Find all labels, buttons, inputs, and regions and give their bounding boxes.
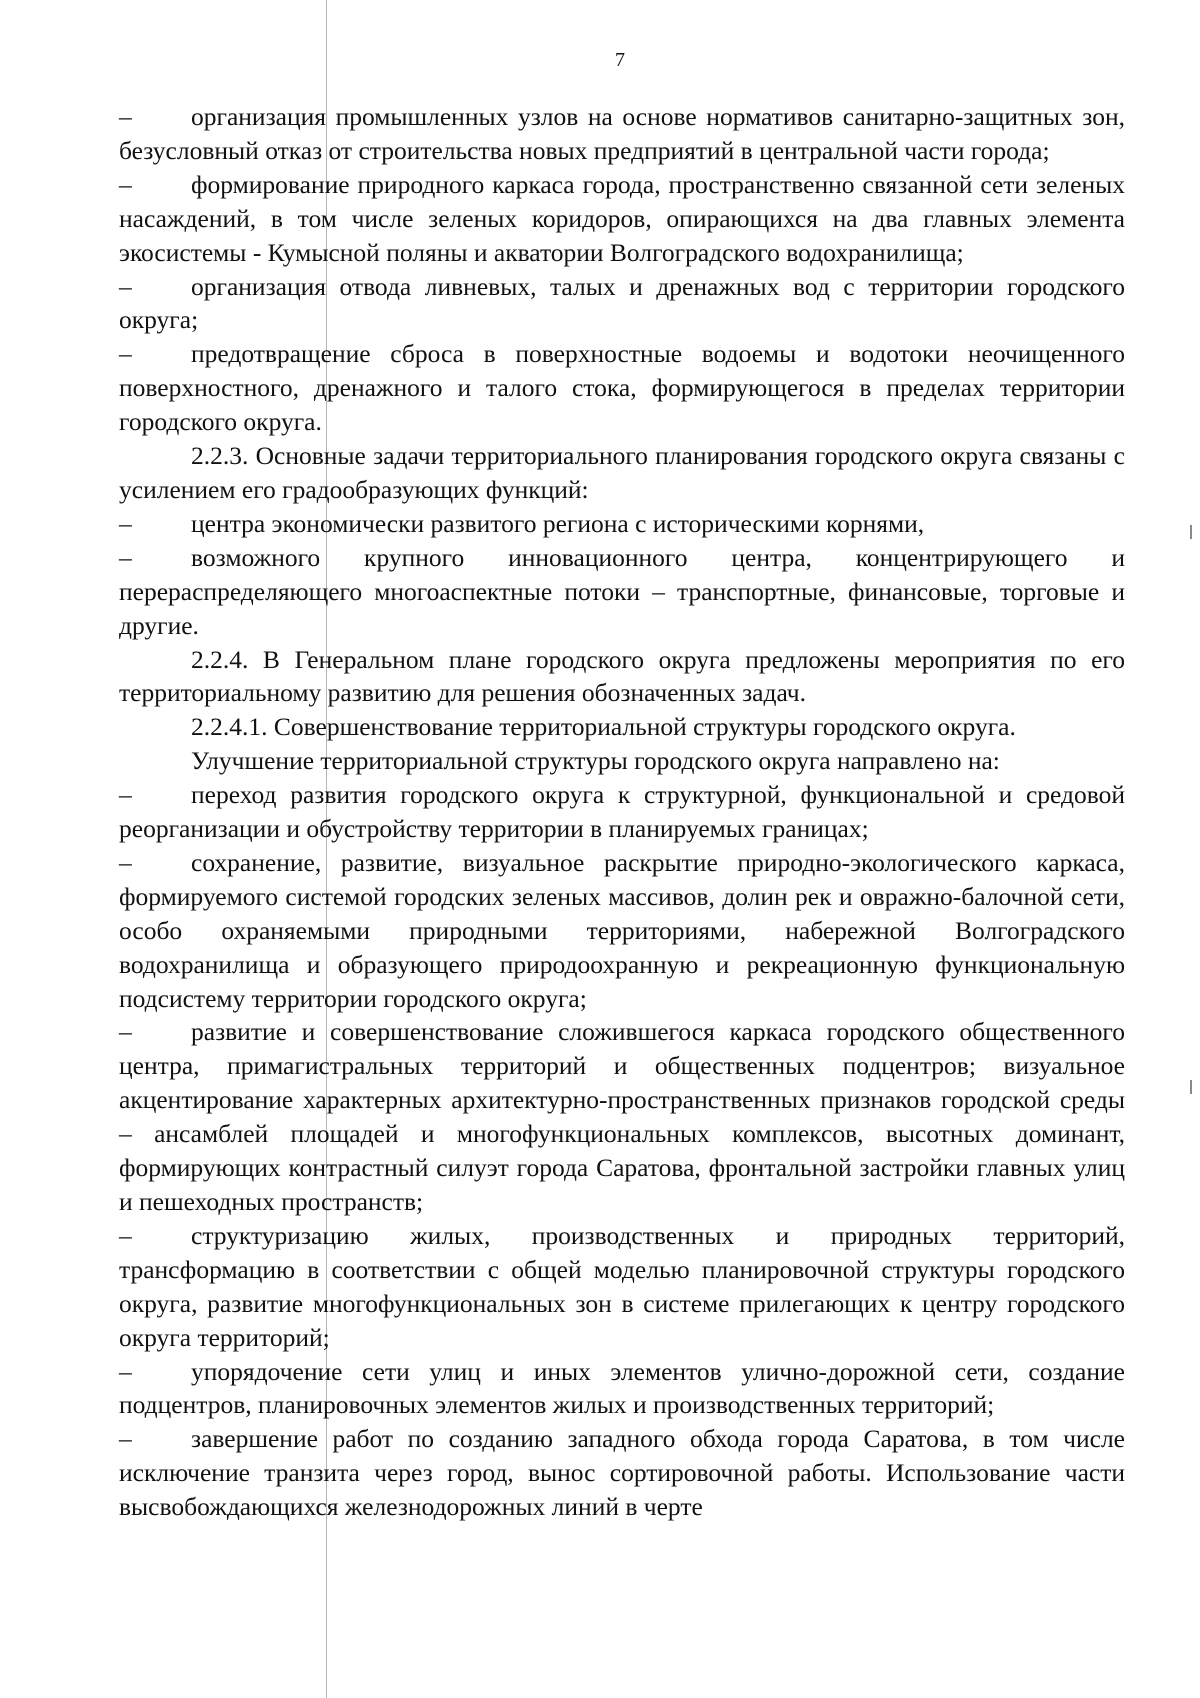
paragraph-text: структуризацию жилых, производственных и природных территорий, трансформацию в соответствии с общей моделью планировочной структуры городского округа, развитие многофункциональных зон в системе прилегающих к центру городского округа территорий; bbox=[119, 1220, 1125, 1352]
paragraph-text: 2.2.4.1. Совершенствование территориальной структуры городского округа. bbox=[191, 712, 1016, 742]
paragraph bbox=[119, 710, 1125, 744]
list-item bbox=[119, 168, 1125, 270]
paragraph bbox=[119, 744, 1125, 778]
paragraph-text: упорядочение сети улиц и иных элементов улично-дорожной сети, создание подцентров, планировочных элементов жилых и производственных территорий; bbox=[119, 1356, 1125, 1420]
list-item bbox=[119, 1015, 1125, 1218]
document-body bbox=[119, 100, 1125, 1524]
paragraph-text: центра экономически развитого региона с историческими корнями, bbox=[191, 508, 925, 538]
list-dash: – bbox=[119, 780, 132, 810]
paragraph-text: завершение работ по созданию западного обхода города Саратова, в том числе исключение транзита через город, вынос сортировочной работы. Использование части высвобождающихся железнодорожных линий в черте bbox=[119, 1424, 1125, 1522]
paragraph bbox=[119, 643, 1125, 711]
list-dash: – bbox=[119, 1017, 132, 1047]
list-item bbox=[119, 337, 1125, 439]
list-item bbox=[119, 507, 1125, 541]
paragraph-text: организация промышленных узлов на основе нормативов санитарно-защитных зон, безусловный отказ от строительства новых предприятий в центральной части города; bbox=[119, 102, 1125, 165]
list-dash: – bbox=[119, 271, 132, 301]
list-item bbox=[119, 1422, 1125, 1524]
list-item bbox=[119, 270, 1125, 338]
paragraph-text: сохранение, развитие, визуальное раскрытие природно-экологического каркаса, формируемого системой городских зеленых массивов, долин рек и овражно-балочной сети, особо охраняемыми природными территориями, набережной Волгоградского водохранилища и образующего природоохранную и рекреационную функциональную подсистему территории городского округа; bbox=[119, 847, 1125, 1013]
list-dash: – bbox=[119, 102, 132, 131]
list-item bbox=[119, 1219, 1125, 1355]
list-dash: – bbox=[119, 1356, 132, 1386]
margin-mark bbox=[1190, 525, 1192, 539]
list-dash: – bbox=[119, 1424, 132, 1454]
paragraph-text: 2.2.3. Основные задачи территориального планирования городского округа связаны с усилением его градообразующих функций: bbox=[119, 441, 1125, 504]
list-dash: – bbox=[119, 847, 132, 877]
list-dash: – bbox=[119, 1220, 132, 1250]
page-number: 7 bbox=[615, 49, 625, 71]
list-dash: – bbox=[119, 169, 132, 199]
list-item bbox=[119, 846, 1125, 1016]
list-dash: – bbox=[119, 508, 132, 538]
list-item bbox=[119, 100, 1125, 168]
paragraph-text: формирование природного каркаса города, пространственно связанной сети зеленых насаждений, в том числе зеленых коридоров, опирающихся на два главных элемента экосистемы - Кумысной поляны и акватории Волгоградского водохранилища; bbox=[119, 169, 1125, 267]
paragraph-text: переход развития городского округа к структурной, функциональной и средовой реорганизации и обустройству территории в планируемых границах; bbox=[119, 780, 1125, 844]
list-item bbox=[119, 1355, 1125, 1423]
margin-mark bbox=[1190, 1080, 1192, 1094]
list-dash: – bbox=[119, 339, 132, 369]
paragraph-text: предотвращение сброса в поверхностные водоемы и водотоки неочищенного поверхностного, дренажного и талого стока, формирующегося в пределах территории городского округа. bbox=[119, 339, 1125, 437]
paragraph-text: организация отвода ливневых, талых и дренажных вод с территории городского округа; bbox=[119, 271, 1125, 335]
paragraph-text: возможного крупного инновационного центра, концентрирующего и перераспределяющего многоаспектные потоки – транспортные, финансовые, торговые и другие. bbox=[119, 542, 1125, 640]
paragraph bbox=[119, 439, 1125, 507]
list-item bbox=[119, 778, 1125, 846]
list-item bbox=[119, 541, 1125, 643]
paragraph-text: развитие и совершенствование сложившегося каркаса городского общественного центра, примагистральных территорий и общественных подцентров; визуальное акцентирование характерных архитектурно-пространственных признаков городской среды – ансамблей площадей и многофункциональных комплексов, высотных доминант, формирующих контрастный силуэт города Саратова, фронтальной застройки главных улиц и пешеходных пространств; bbox=[119, 1017, 1125, 1216]
list-dash: – bbox=[119, 542, 132, 572]
paragraph-text: 2.2.4. В Генеральном плане городского округа предложены мероприятия по его территориальному развитию для решения обозначенных задач. bbox=[119, 644, 1125, 708]
paragraph-text: Улучшение территориальной структуры городского округа направлено на: bbox=[191, 746, 1000, 776]
